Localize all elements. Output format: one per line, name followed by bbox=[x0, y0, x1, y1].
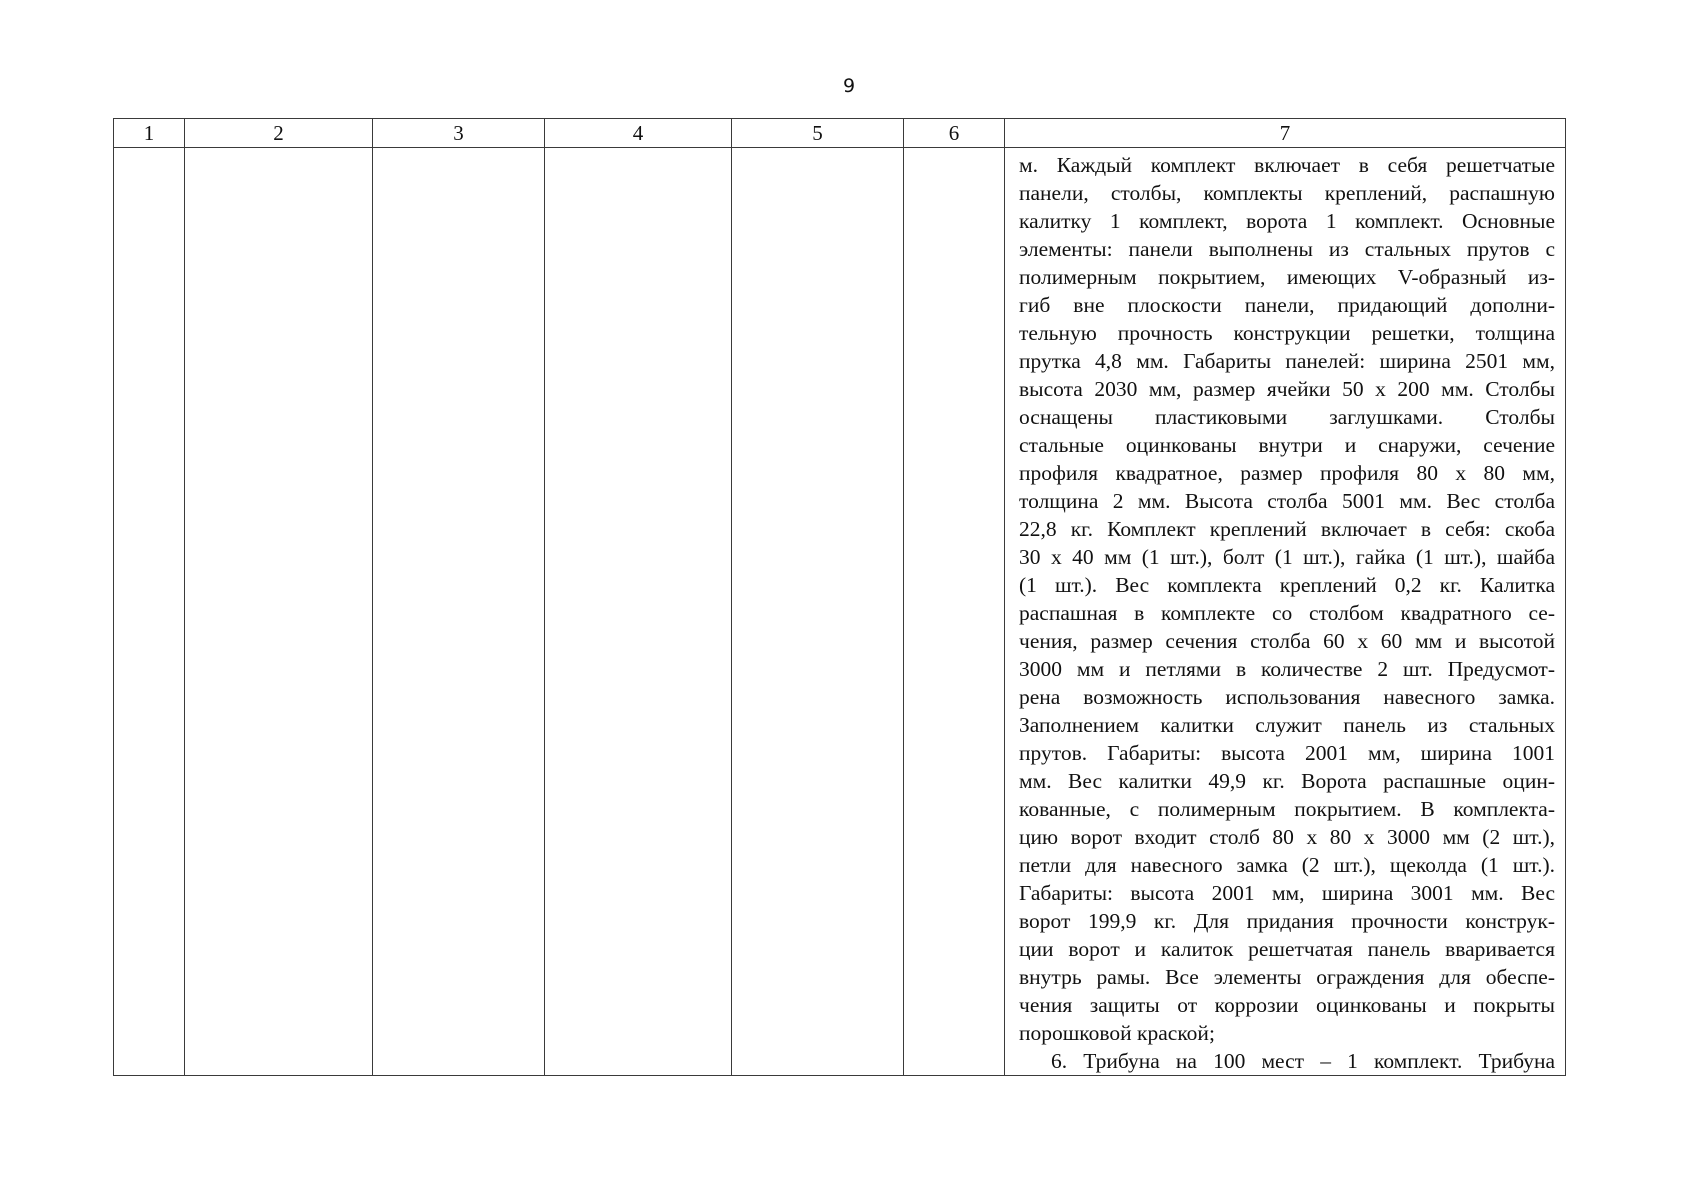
description-line: прутка 4,8 мм. Габариты панелей: ширина 2501 мм, bbox=[1019, 349, 1555, 373]
description-line: панели, столбы, комплекты креплений, распашную bbox=[1019, 181, 1555, 205]
description-line: полимерным покрытием, имеющих V-образный из- bbox=[1019, 265, 1555, 289]
description-line: гиб вне плоскости панели, придающий дополни- bbox=[1019, 293, 1555, 317]
description-line: ции ворот и калиток решетчатая панель вваривается bbox=[1019, 937, 1555, 961]
column-header-7: 7 bbox=[1005, 119, 1566, 148]
description-line: тельную прочность конструкции решетки, толщина bbox=[1019, 321, 1555, 345]
page-number: 9 bbox=[842, 75, 856, 97]
table-cell-6 bbox=[904, 148, 1005, 1076]
description-line: оснащены пластиковыми заглушками. Столбы bbox=[1019, 405, 1555, 429]
description-line: петли для навесного замка (2 шт.), щеколда (1 шт.). bbox=[1019, 853, 1555, 877]
list-item-line: 6. Трибуна на 100 мест – 1 комплект. Трибуна bbox=[1051, 1049, 1555, 1073]
description-line: стальные оцинкованы внутри и снаружи, сечение bbox=[1019, 433, 1555, 457]
table-row bbox=[114, 148, 1566, 1076]
table-header-row bbox=[114, 119, 1566, 148]
description-cell bbox=[1005, 148, 1566, 1076]
column-header-5: 5 bbox=[732, 119, 904, 148]
description-line: толщина 2 мм. Высота столба 5001 мм. Вес столба bbox=[1019, 489, 1555, 513]
description-line: цию ворот входит столб 80 х 80 х 3000 мм (2 шт.), bbox=[1019, 825, 1555, 849]
description-line: (1 шт.). Вес комплекта креплений 0,2 кг. Калитка bbox=[1019, 573, 1555, 597]
description-line: кованные, с полимерным покрытием. В комплекта- bbox=[1019, 797, 1555, 821]
description-line: Габариты: высота 2001 мм, ширина 3001 мм. Вес bbox=[1019, 881, 1555, 905]
description-line: элементы: панели выполнены из стальных прутов с bbox=[1019, 237, 1555, 261]
description-line: 30 х 40 мм (1 шт.), болт (1 шт.), гайка (1 шт.), шайба bbox=[1019, 545, 1555, 569]
description-line: Заполнением калитки служит панель из стальных bbox=[1019, 713, 1555, 737]
description-line: высота 2030 мм, размер ячейки 50 х 200 мм. Столбы bbox=[1019, 377, 1555, 401]
column-header-4: 4 bbox=[545, 119, 732, 148]
description-line: чения, размер сечения столба 60 х 60 мм и высотой bbox=[1019, 629, 1555, 653]
column-header-2: 2 bbox=[185, 119, 373, 148]
description-line: 22,8 кг. Комплект креплений включает в себя: скоба bbox=[1019, 517, 1555, 541]
description-line: рена возможность использования навесного замка. bbox=[1019, 685, 1555, 709]
description-line: прутов. Габариты: высота 2001 мм, ширина 1001 bbox=[1019, 741, 1555, 765]
description-line: калитку 1 комплект, ворота 1 комплект. Основные bbox=[1019, 209, 1555, 233]
table-cell-2 bbox=[185, 148, 373, 1076]
description-line: м. Каждый комплект включает в себя решетчатые bbox=[1019, 153, 1555, 177]
description-line: чения защиты от коррозии оцинкованы и покрыты bbox=[1019, 993, 1555, 1017]
table-cell-1 bbox=[114, 148, 185, 1076]
table-cell-5 bbox=[732, 148, 904, 1076]
document-table bbox=[113, 118, 1566, 1076]
description-line: порошковой краской; bbox=[1019, 1021, 1215, 1045]
description-line: ворот 199,9 кг. Для придания прочности конструк- bbox=[1019, 909, 1555, 933]
table-cell-3 bbox=[373, 148, 545, 1076]
description-line: мм. Вес калитки 49,9 кг. Ворота распашные оцин- bbox=[1019, 769, 1555, 793]
description-line: профиля квадратное, размер профиля 80 х 80 мм, bbox=[1019, 461, 1555, 485]
table-cell-4 bbox=[545, 148, 732, 1076]
description-line: распашная в комплекте со столбом квадратного се- bbox=[1019, 601, 1555, 625]
description-line: внутрь рамы. Все элементы ограждения для обеспе- bbox=[1019, 965, 1555, 989]
column-header-6: 6 bbox=[904, 119, 1005, 148]
description-line: 3000 мм и петлями в количестве 2 шт. Предусмот- bbox=[1019, 657, 1555, 681]
column-header-3: 3 bbox=[373, 119, 545, 148]
column-header-1: 1 bbox=[114, 119, 185, 148]
